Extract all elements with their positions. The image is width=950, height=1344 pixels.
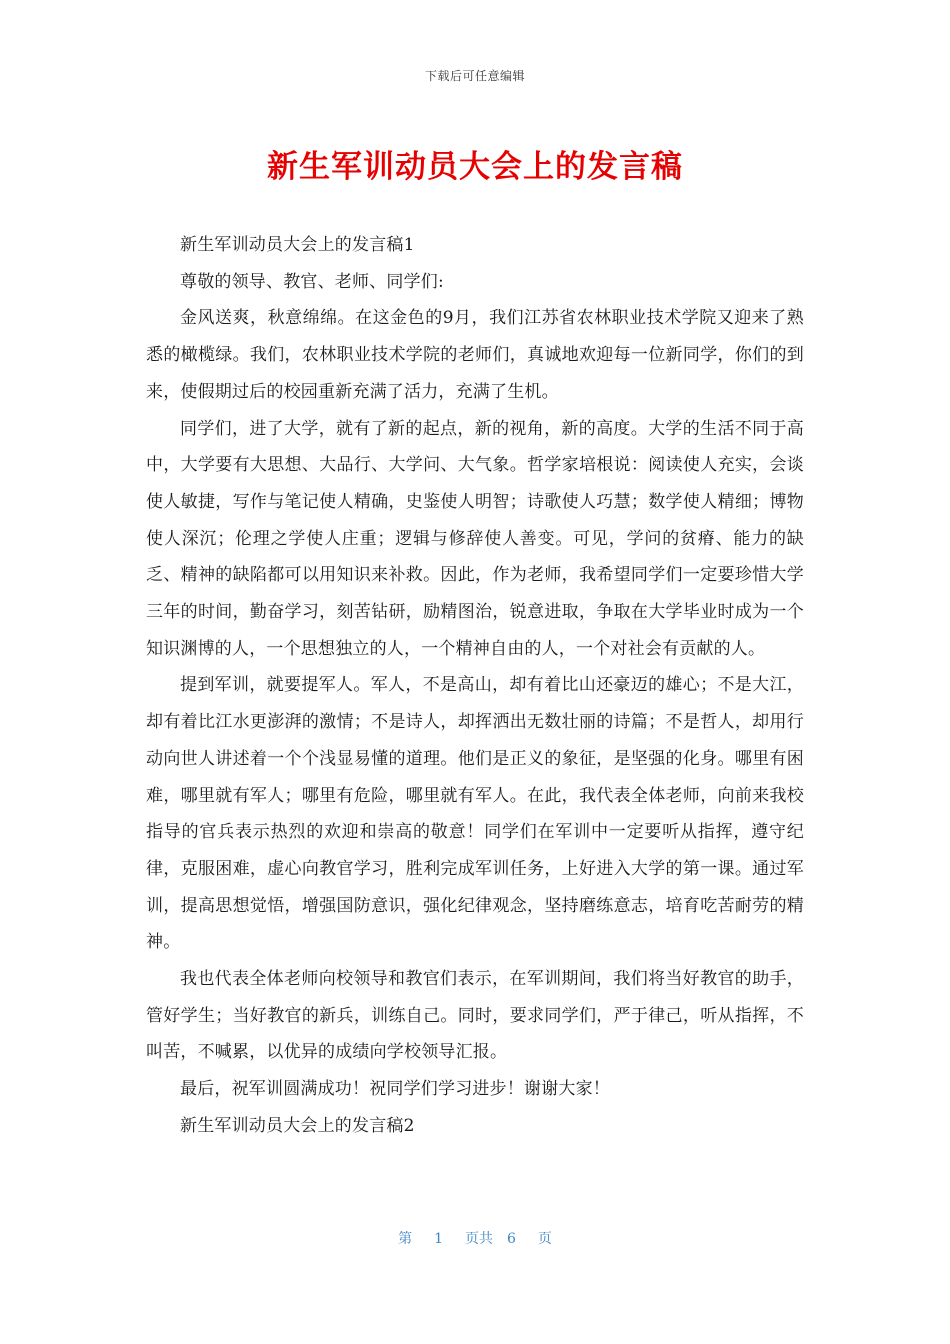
document-body [146,227,804,1145]
page-footer [0,1228,950,1248]
footer-middle: 页共 [465,1231,493,1247]
page-header-note: 下载后可任意编辑 [424,69,525,83]
paragraph-welcome: 金风送爽，秋意绵绵。在这金色的9月，我们江苏省农林职业技术学院又迎来了熟悉的橄榄绿。我们，农林职业技术学院的老师们，真诚地欢迎每一位新同学，你们的到来，使假期过后的校园重新充满了活力，充满了生机。 [146,308,804,402]
paragraph-university-life: 同学们，进了大学，就有了新的起点，新的视角，新的高度。大学的生活不同于高中，大学要有大思想、大品行、大学问、大气象。哲学家培根说：阅读使人充实，会谈使人敏捷，写作与笔记使人精确，史鉴使人明智；诗歌使人巧慧；数学使人精细；博物使人深沉；伦理之学使人庄重；逻辑与修辞使人善变。可见，学问的贫瘠、能力的缺乏、精神的缺陷都可以用知识来补救。因此，作为老师，我希望同学们一定要珍惜大学三年的时间，勤奋学习，刻苦钻研，励精图治，锐意进取，争取在大学毕业时成为一个知识渊博的人，一个思想独立的人，一个精神自由的人，一个对社会有贡献的人。 [146,418,804,659]
paragraph-teachers-pledge: 我也代表全体老师向校领导和教官们表示，在军训期间，我们将当好教官的助手，管好学生；当好教官的新兵，训练自己。同时，要求同学们，严于律己，听从指挥，不叫苦，不喊累，以优异的成绩向学校领导汇报。 [146,969,804,1063]
footer-total-pages: 6 [507,1231,516,1247]
paragraph-salutation: 尊敬的领导、教官、老师、同学们: [180,271,444,292]
paragraph-closing: 最后，祝军训圆满成功！祝同学们学习进步！谢谢大家！ [180,1079,610,1100]
document-title: 新生军训动员大会上的发言稿 [267,149,683,185]
footer-suffix: 页 [537,1231,552,1247]
paragraph-military-training: 提到军训，就要提军人。军人，不是高山，却有着比山还豪迈的雄心；不是大江，却有着比江水更澎湃的激情；不是诗人，却挥洒出无数壮丽的诗篇；不是哲人，却用行动向世人讲述着一个个浅显易懂的道理。他们是正义的象征，是坚强的化身。哪里有困难，哪里就有军人；哪里有危险，哪里就有军人。在此，我代表全体老师，向前来我校指导的官兵表示热烈的欢迎和崇高的敬意！同学们在军训中一定要听从指挥，遵守纪律，克服困难，虚心向教官学习，胜利完成军训任务，上好进入大学的第一课。通过军训，提高思想觉悟，增强国防意识，强化纪律观念，坚持磨练意志，培育吃苦耐劳的精神。 [146,675,804,953]
paragraph-subtitle-1: 新生军训动员大会上的发言稿1 [180,235,415,255]
footer-prefix: 第 [398,1231,413,1247]
paragraph-subtitle-2: 新生军训动员大会上的发言稿2 [180,1115,415,1136]
footer-current-page: 1 [434,1231,443,1247]
